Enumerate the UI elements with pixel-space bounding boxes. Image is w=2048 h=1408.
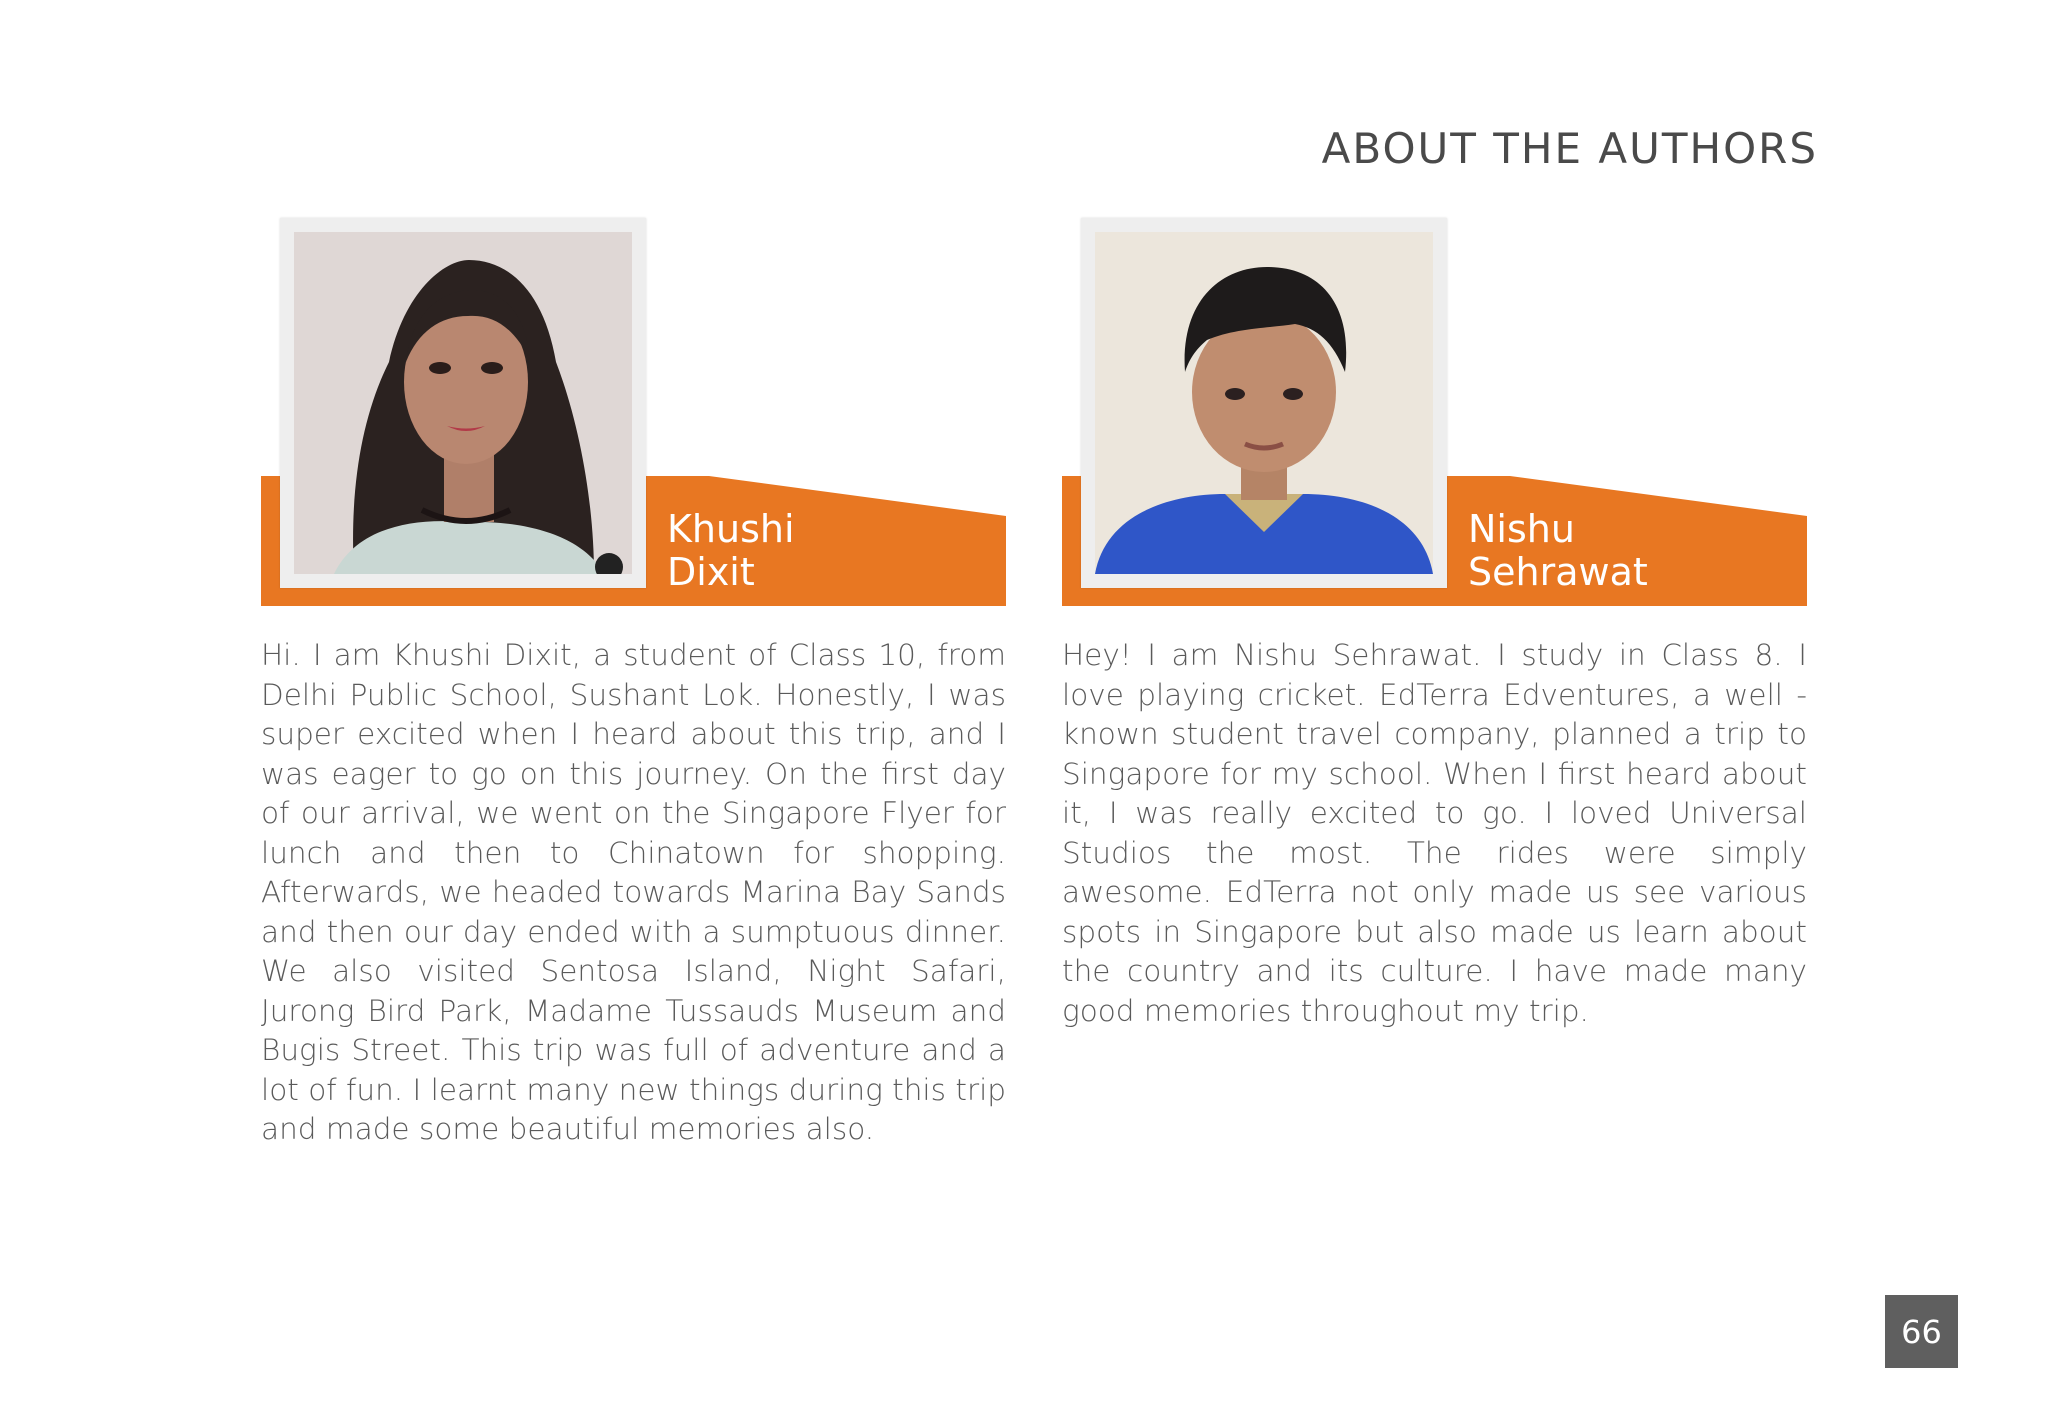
author-bio: Hey! I am Nishu Sehrawat. I study in Class 8. I love playing cricket. EdTerra Edventures, a well - known student travel company, planned a trip to Singapore for my school. When I first heard about it, I was really excited to go. I loved Universal Studios the most. The rides were simply awesome. EdTerra not only made us see various spots in Singapore but also made us learn about the country and its culture. I have made many good memories throughout my trip. [1062, 638, 1807, 1028]
author-first-name: Khushi [667, 507, 795, 551]
author-photo-frame [1081, 218, 1447, 588]
author-photo-frame [280, 218, 646, 588]
author-bio: Hi. I am Khushi Dixit, a student of Class 10, from Delhi Public School, Sushant Lok. Honestly, I was super excited when I heard about this trip, and I was eager to go on this journey. On the first day of our arrival, we went on the Singapore Flyer for lunch and then to Chinatown for shopping. Afterwards, we headed towards Marina Bay Sands and then our day ended with a sumptuous dinner. We also visited Sentosa Island, Night Safari, Jurong Bird Park, Madame Tussauds Museum and Bugis Street. This trip was full of adventure and a lot of fun. I learnt many new things during this trip and made some beautiful memories also. [261, 638, 1006, 1146]
author-first-name: Nishu [1468, 507, 1575, 551]
author-last-name: Dixit [667, 550, 755, 594]
author-name [1468, 508, 1788, 594]
page-title: ABOUT THE AUTHORS [1321, 124, 1818, 173]
author-photo [294, 232, 632, 574]
portrait-photo-icon [294, 232, 632, 574]
author-name [667, 508, 987, 594]
page-number: 66 [1885, 1295, 1958, 1368]
portrait-photo-icon [1095, 232, 1433, 574]
author-last-name: Sehrawat [1468, 550, 1648, 594]
author-photo [1095, 232, 1433, 574]
